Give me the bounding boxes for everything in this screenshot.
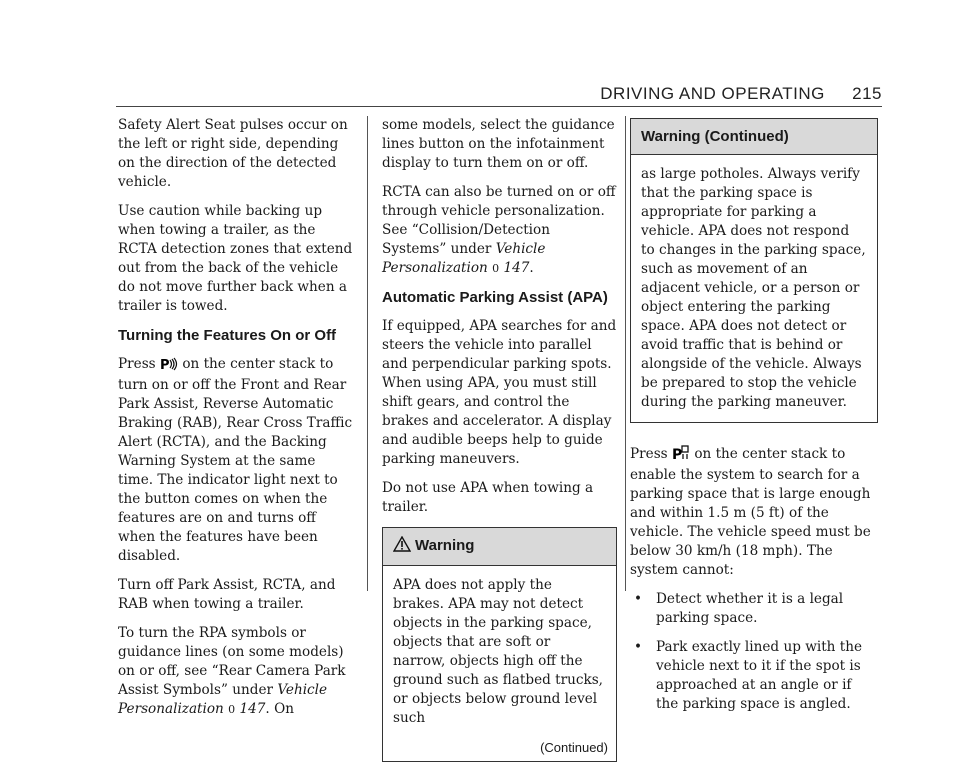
page-number: 215 — [852, 84, 882, 103]
warning-box — [630, 118, 878, 423]
warning-header: Warning (Continued) — [631, 119, 877, 155]
warning-body — [631, 155, 877, 422]
paragraph: Use caution while backing up when towing a trailer, as the RCTA detection zones that extend out from the back of the vehicle do not move further back when a trailer is towed. — [118, 203, 353, 314]
paragraph: To turn the RPA symbols or guidance lines (on some models) on or off, see “Rear Camera Park Assist Symbols” under Vehicle Personalization 0 147. On — [118, 625, 346, 717]
cross-reference-page[interactable]: 147 — [239, 701, 266, 717]
paragraph: Do not use APA when towing a trailer. — [382, 480, 594, 515]
bullet-list — [630, 590, 878, 714]
warning-text: as large potholes. Always verify that the parking space is appropriate for parking a vehicle. APA does not respond to changes in the parking space, such as movement of an adjacent vehicle, or a person or object entering the parking space. APA does not detect or avoid traffic that is behind or alongside of the vehicle. Always be prepared to stop the vehicle during the parking maneuver. — [641, 166, 866, 410]
paragraph: Safety Alert Seat pulses occur on the left or right side, depending on the direction of the detected vehicle. — [118, 117, 348, 190]
paragraph: some models, select the guidance lines button on the infotainment display to turn them on or off. — [382, 117, 615, 171]
column-divider — [367, 116, 368, 591]
svg-text:P: P — [671, 447, 683, 461]
paragraph: Turn off Park Assist, RCTA, and RAB when towing a trailer. — [118, 577, 336, 612]
cross-reference-link[interactable]: Vehicle Personalization — [118, 682, 328, 717]
column-divider — [625, 116, 626, 591]
park-assist-icon — [160, 357, 178, 376]
cross-reference-page[interactable]: 147 — [503, 260, 530, 276]
section-title: DRIVING AND OPERATING — [600, 84, 825, 103]
parking-assist-search-icon — [672, 445, 690, 466]
column-2 — [382, 116, 617, 762]
warning-header: Warning — [383, 528, 616, 566]
paragraph: If equipped, APA searches for and steers the vehicle into parallel and perpendicular parking spots. When using APA, you must still shift gears, and control the brakes and accelerator. A display and audible beeps help to guide parking maneuvers. — [382, 318, 617, 467]
page-arrow-icon: 0 — [492, 262, 500, 275]
column-3 — [630, 116, 878, 724]
list-item: • Park exactly lined up with the vehicle next to it if the spot is approached at an angle or if the parking space is angled. — [634, 639, 863, 712]
paragraph: Press P on the center stack to enable the system to search for a parking space that is large enough and within 1.5 m (5 ft) of the vehicle. The vehicle speed must be below 30 km/h (18 mph). The system cannot: — [630, 446, 871, 578]
section-heading: Turning the Features On or Off — [118, 327, 337, 344]
list-item: • Detect whether it is a legal parking space. — [634, 591, 844, 626]
bullet: • — [634, 639, 643, 655]
section-heading: Automatic Parking Assist (APA) — [382, 289, 608, 306]
column-1 — [118, 116, 353, 729]
warning-triangle-icon — [393, 536, 411, 557]
svg-text:P: P — [159, 358, 170, 371]
paragraph: RCTA can also be turned on or off through vehicle personalization. See “Collision/Detection Systems” under Vehicle Personalization 0 147. — [382, 184, 616, 276]
header-rule — [116, 106, 882, 107]
continued-label: (Continued) — [540, 740, 608, 755]
running-header — [600, 84, 882, 104]
warning-text: APA does not apply the brakes. APA may not detect objects in the parking space, objects that are soft or narrow, objects high off the ground such as flatbed trucks, or objects below ground level such — [393, 577, 604, 726]
cross-reference-link[interactable]: Vehicle Personalization — [382, 241, 546, 276]
page-arrow-icon: 0 — [228, 703, 236, 716]
paragraph: Press P on the center stack to turn on or off the Front and Rear Park Assist, Reverse Automatic Braking (RAB), Rear Cross Traffic Alert (RCTA), and the Backing Warning System at the same time. The indicator light next to the button comes on when the features are on and turns off when the features have been disabled. — [118, 356, 353, 564]
bullet: • — [634, 591, 643, 607]
warning-body — [383, 566, 616, 738]
warning-box — [382, 527, 617, 762]
